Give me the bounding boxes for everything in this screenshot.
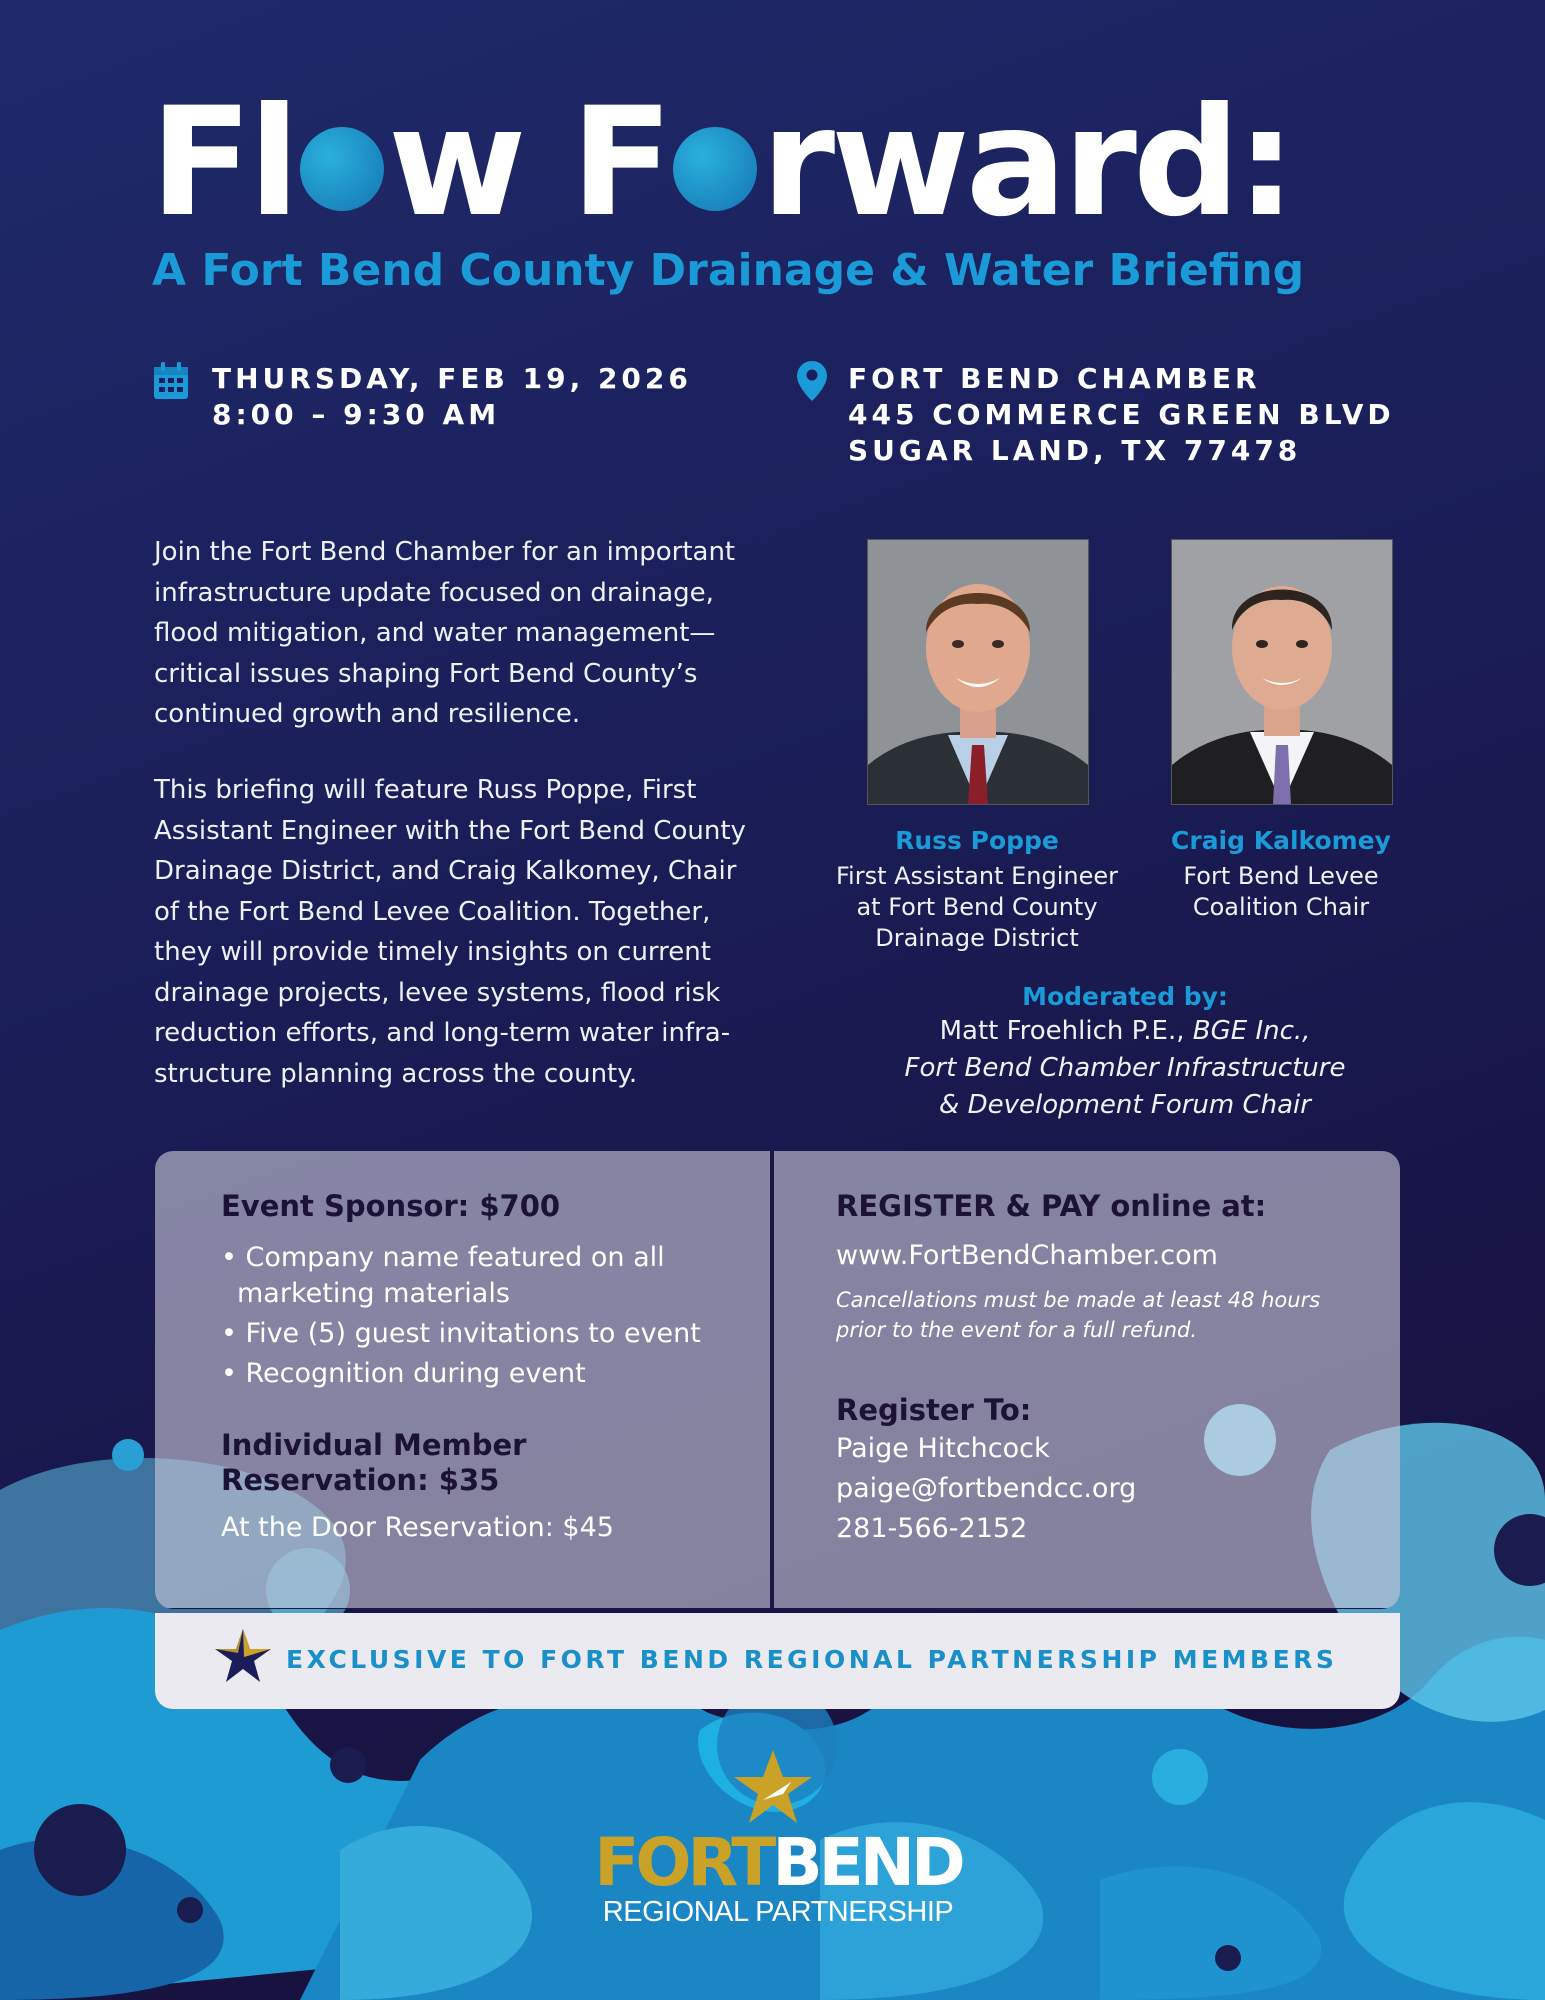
text-line: infrastructure update focused on drainage,: [154, 577, 714, 608]
benefit-line: • Recognition during event: [221, 1358, 586, 1389]
moderator-name-line: [825, 1013, 1425, 1050]
calendar-icon: [153, 362, 189, 400]
speaker-role-line: First Assistant Engineer: [836, 862, 1118, 890]
contact-name: Paige Hitchcock: [836, 1433, 1050, 1464]
logo-word-fort: FORT: [594, 1824, 773, 1901]
cancellation-policy: [836, 1285, 1320, 1345]
text-line: of the Fort Bend Levee Coalition. Together,: [154, 896, 711, 927]
moderator-name: Matt Froehlich P.E.,: [939, 1016, 1193, 1046]
title-part-2: w F: [387, 76, 670, 250]
contact-phone-link[interactable]: 281-566-2152: [836, 1513, 1028, 1544]
panel-divider: [770, 1151, 774, 1609]
member-heading-line: Individual Member: [221, 1428, 527, 1462]
speaker-caption-1: [817, 826, 1137, 954]
text-line: critical issues shaping Fort Bend County’s: [154, 658, 698, 689]
venue-street: 445 COMMERCE GREEN BLVD: [848, 398, 1395, 431]
benefit-line: marketing materials: [237, 1278, 510, 1309]
benefit-line: • Company name featured on all: [221, 1242, 665, 1273]
sponsor-heading: Event Sponsor: $700: [221, 1189, 561, 1223]
policy-line: Cancellations must be made at least 48 hours: [836, 1288, 1321, 1312]
venue-name: FORT BEND CHAMBER: [848, 362, 1261, 395]
event-datetime: [212, 361, 692, 433]
moderator-block: [825, 982, 1425, 1124]
speaker-role-line: Fort Bend Levee: [1183, 862, 1379, 890]
star-icon: [733, 1748, 813, 1826]
map-pin-icon: [797, 361, 827, 401]
policy-line: prior to the event for a full refund.: [836, 1318, 1198, 1342]
event-subtitle: A Fort Bend County Drainage & Water Briefing: [152, 245, 1305, 296]
contact-email-link[interactable]: paige@fortbendcc.org: [836, 1473, 1137, 1504]
text-line: structure planning across the county.: [154, 1058, 638, 1089]
text-line: flood mitigation, and water management—: [154, 618, 716, 648]
title-part-1: Fl: [150, 76, 296, 250]
moderator-title-line: Fort Bend Chamber Infrastructure: [904, 1053, 1346, 1083]
title-circle-o-1: [300, 127, 384, 211]
text-line: Join the Fort Bend Chamber for an important: [154, 537, 736, 567]
member-reservation-heading: [221, 1428, 526, 1498]
event-title: [150, 76, 1293, 250]
fortbend-logo: [592, 1826, 964, 1929]
moderator-company: BGE Inc.,: [1192, 1016, 1311, 1046]
title-part-3: rward:: [761, 76, 1293, 250]
speaker-photo-russ-poppe: [867, 539, 1089, 805]
venue-city: SUGAR LAND, TX 77478: [848, 434, 1302, 467]
event-time: 8:00 – 9:30 AM: [212, 398, 501, 431]
speaker-role-line: Coalition Chair: [1192, 893, 1370, 921]
panel-bottom-rule: [155, 1608, 1400, 1609]
members-banner-text: EXCLUSIVE TO FORT BEND REGIONAL PARTNERSHIP MEMBERS: [286, 1645, 1338, 1674]
text-line: This briefing will feature Russ Poppe, First: [154, 775, 697, 805]
speaker-name: Russ Poppe: [895, 826, 1059, 855]
text-line: Drainage District, and Craig Kalkomey, Chair: [154, 856, 737, 886]
text-line: they will provide timely insights on current: [154, 937, 711, 967]
moderator-label: Moderated by:: [1022, 982, 1228, 1011]
moderator-title-line: & Development Forum Chair: [939, 1090, 1311, 1120]
text-line: continued growth and resilience.: [154, 699, 581, 729]
title-circle-o-2: [673, 127, 757, 211]
speaker-name: Craig Kalkomey: [1171, 826, 1391, 855]
description-paragraph-1: [154, 532, 735, 735]
speaker-role-line: at Fort Bend County: [856, 893, 1098, 921]
sponsor-benefits: [221, 1240, 701, 1392]
register-heading: REGISTER & PAY online at:: [836, 1189, 1267, 1223]
door-reservation-price: At the Door Reservation: $45: [221, 1512, 614, 1543]
member-heading-line: Reservation: $35: [221, 1463, 500, 1497]
star-icon: [214, 1627, 272, 1685]
register-to-heading: Register To:: [836, 1393, 1032, 1427]
benefit-line: • Five (5) guest invitations to event: [221, 1318, 701, 1349]
speaker-photo-craig-kalkomey: [1171, 539, 1393, 805]
speaker-caption-2: [1131, 826, 1431, 923]
event-location: [848, 361, 1395, 469]
text-line: reduction efforts, and long-term water infra-: [154, 1018, 731, 1048]
logo-word-bend: BEND: [772, 1824, 962, 1901]
text-line: drainage projects, levee systems, flood risk: [154, 977, 721, 1008]
logo-tagline: REGIONAL PARTNERSHIP: [602, 1896, 954, 1928]
description-paragraph-2: [154, 770, 746, 1094]
text-line: Assistant Engineer with the Fort Bend County: [154, 815, 746, 846]
event-date: THURSDAY, FEB 19, 2026: [212, 362, 692, 395]
logo-wordmark: [592, 1826, 964, 1900]
speaker-role-line: Drainage District: [875, 924, 1079, 952]
registration-url-link[interactable]: www.FortBendChamber.com: [836, 1240, 1218, 1271]
